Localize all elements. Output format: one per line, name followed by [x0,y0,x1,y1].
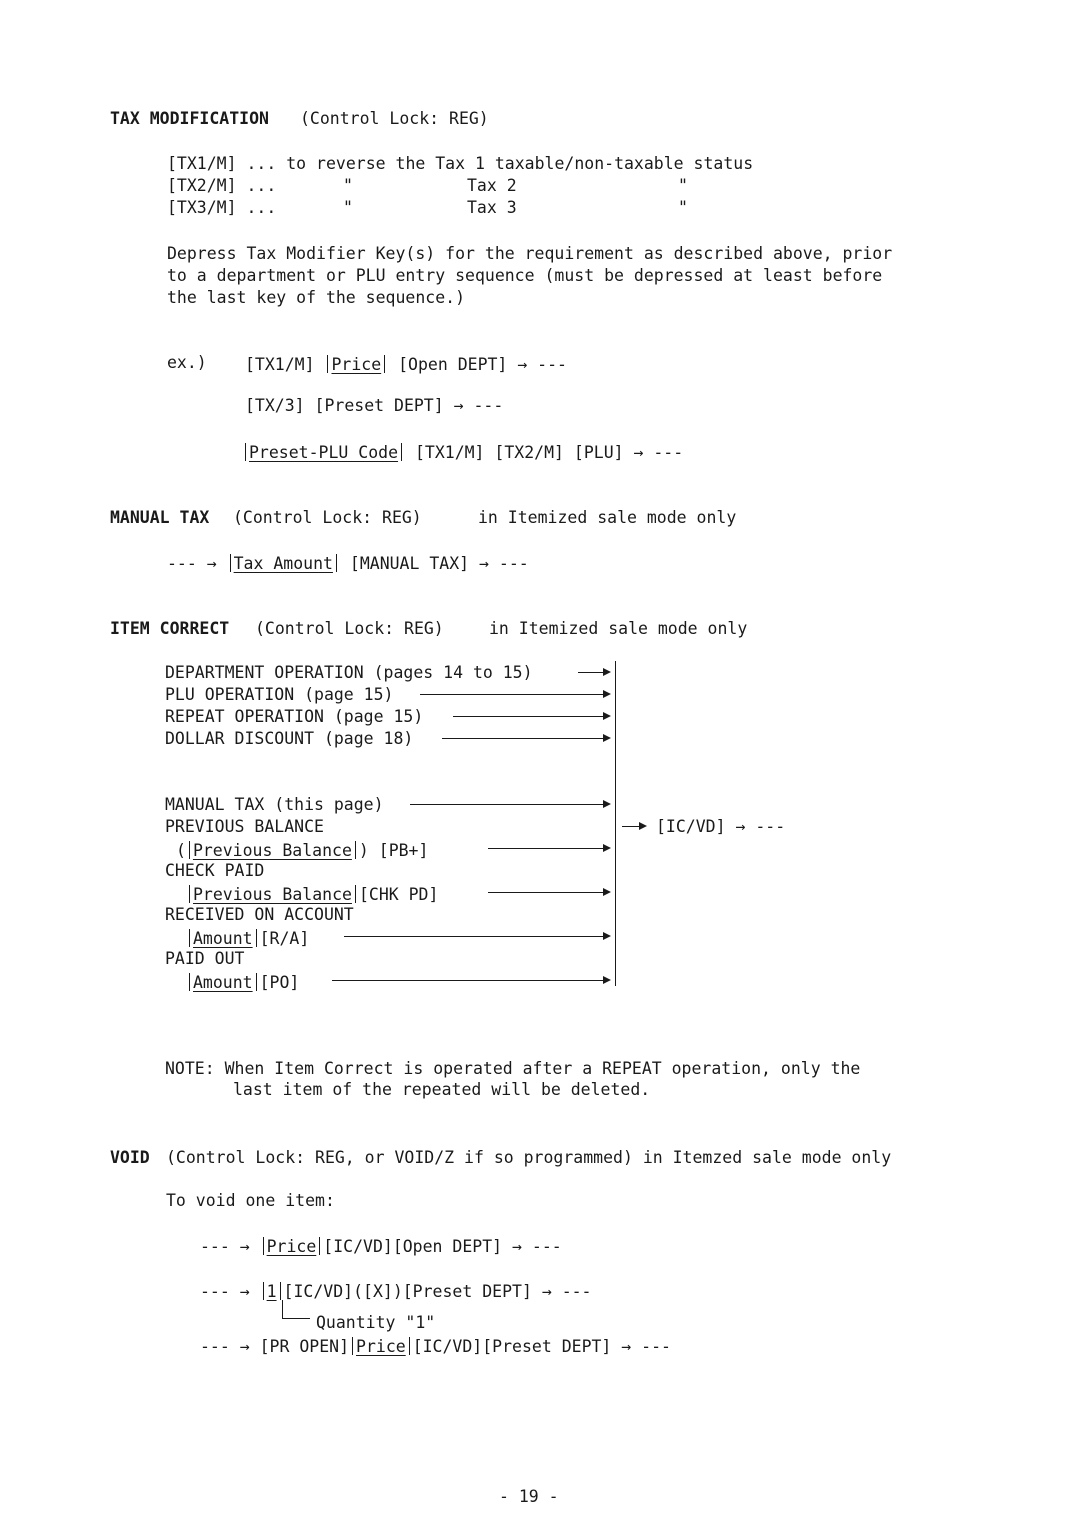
example-sequence-2: [TX/3] [Preset DEPT] → --- [245,396,504,415]
tax-mod-paragraph-line: the last key of the sequence.) [167,288,466,307]
arrowhead [603,888,611,896]
ic-item-plu: PLU OPERATION (page 15) [165,685,394,704]
quantity-label: Quantity "1" [316,1313,436,1332]
void-heading: VOID [110,1148,150,1167]
ic-item-previous-balance: PREVIOUS BALANCE [165,817,324,836]
bracket-line [615,661,616,986]
ic-result: [IC/VD] → --- [656,817,786,836]
ic-check-paid-sequence: Previous Balance [CHK PD] [189,885,438,904]
tax-mod-paragraph-line: Depress Tax Modifier Key(s) for the requirement as described above, prior [167,244,893,263]
arrow-line [332,980,603,981]
tax-key-row-2: [TX2/M] ... [167,176,277,195]
tax-modification-lock: (Control Lock: REG) [300,109,489,128]
ditto-mark: " [678,198,688,217]
arrow-line [453,716,603,717]
item-correct-lock: (Control Lock: REG) [255,619,444,638]
arrow-line [488,892,603,893]
ditto-mark: " [343,198,353,217]
arrowhead [603,690,611,698]
ic-item-repeat: REPEAT OPERATION (page 15) [165,707,424,726]
manual-tax-mode: in Itemized sale mode only [478,508,737,527]
ic-item-manual-tax: MANUAL TAX (this page) [165,795,384,814]
arrow-line [420,694,603,695]
void-sequence-3: --- → [PR OPEN] Price [IC/VD][Preset DEPT] → --- [200,1337,671,1356]
ditto-mark: " [343,176,353,195]
arrow-line [488,848,603,849]
quantity-callout-line [282,1318,310,1319]
result-arrow-line [622,826,640,827]
item-correct-mode: in Itemized sale mode only [489,619,748,638]
manual-tax-sequence: --- → Tax Amount [MANUAL TAX] → --- [167,554,529,573]
tax-mod-paragraph-line: to a department or PLU entry sequence (must be depressed at least before [167,266,883,285]
arrow-line [344,936,603,937]
page-number: - 19 - [499,1487,559,1506]
arrow-line [442,738,603,739]
ic-po-sequence: Amount [PO] [189,973,299,992]
ditto-mark: " [678,176,688,195]
manual-tax-heading: MANUAL TAX [110,508,210,527]
void-sequence-2: --- → 1 [IC/VD]([X])[Preset DEPT] → --- [200,1282,592,1301]
void-sequence-1: --- → Price [IC/VD][Open DEPT] → --- [200,1237,562,1256]
arrowhead [603,712,611,720]
ic-item-dollar-discount: DOLLAR DISCOUNT (page 18) [165,729,414,748]
ic-previous-balance-sequence: ( Previous Balance ) [PB+] [176,841,429,860]
void-subheading: To void one item: [166,1191,335,1210]
arrowhead [603,976,611,984]
void-description: (Control Lock: REG, or VOID/Z if so programmed) in Itemzed sale mode only [166,1148,892,1167]
example-sequence-1: [TX1/M] Price [Open DEPT] → --- [245,355,567,374]
arrowhead [603,800,611,808]
example-label: ex.) [167,353,207,372]
tax-label: Tax 3 [467,198,517,217]
example-sequence-3: Preset-PLU Code [TX1/M] [TX2/M] [PLU] → --- [245,443,683,462]
ic-item-received-on-account: RECEIVED ON ACCOUNT [165,905,354,924]
result-arrowhead [639,822,647,830]
ic-ra-sequence: Amount [R/A] [189,929,309,948]
tax-key-row-1: [TX1/M] ... to reverse the Tax 1 taxable/non-taxable status [167,154,754,173]
arrowhead [603,668,611,676]
note-line-1: NOTE: When Item Correct is operated after a REPEAT operation, only the [165,1059,861,1078]
arrowhead [603,734,611,742]
ic-item-department: DEPARTMENT OPERATION (pages 14 to 15) [165,663,533,682]
tax-key-row-3: [TX3/M] ... [167,198,277,217]
note-line-2: last item of the repeated will be deleted. [233,1080,651,1099]
tax-label: Tax 2 [467,176,517,195]
manual-tax-lock: (Control Lock: REG) [233,508,422,527]
quantity-callout-line [282,1300,283,1318]
arrowhead [603,932,611,940]
tax-modification-heading: TAX MODIFICATION [110,109,269,128]
arrowhead [603,844,611,852]
item-correct-heading: ITEM CORRECT [110,619,230,638]
ic-item-paid-out: PAID OUT [165,949,245,968]
ic-item-check-paid: CHECK PAID [165,861,265,880]
arrow-line [410,804,603,805]
arrow-line [578,672,603,673]
